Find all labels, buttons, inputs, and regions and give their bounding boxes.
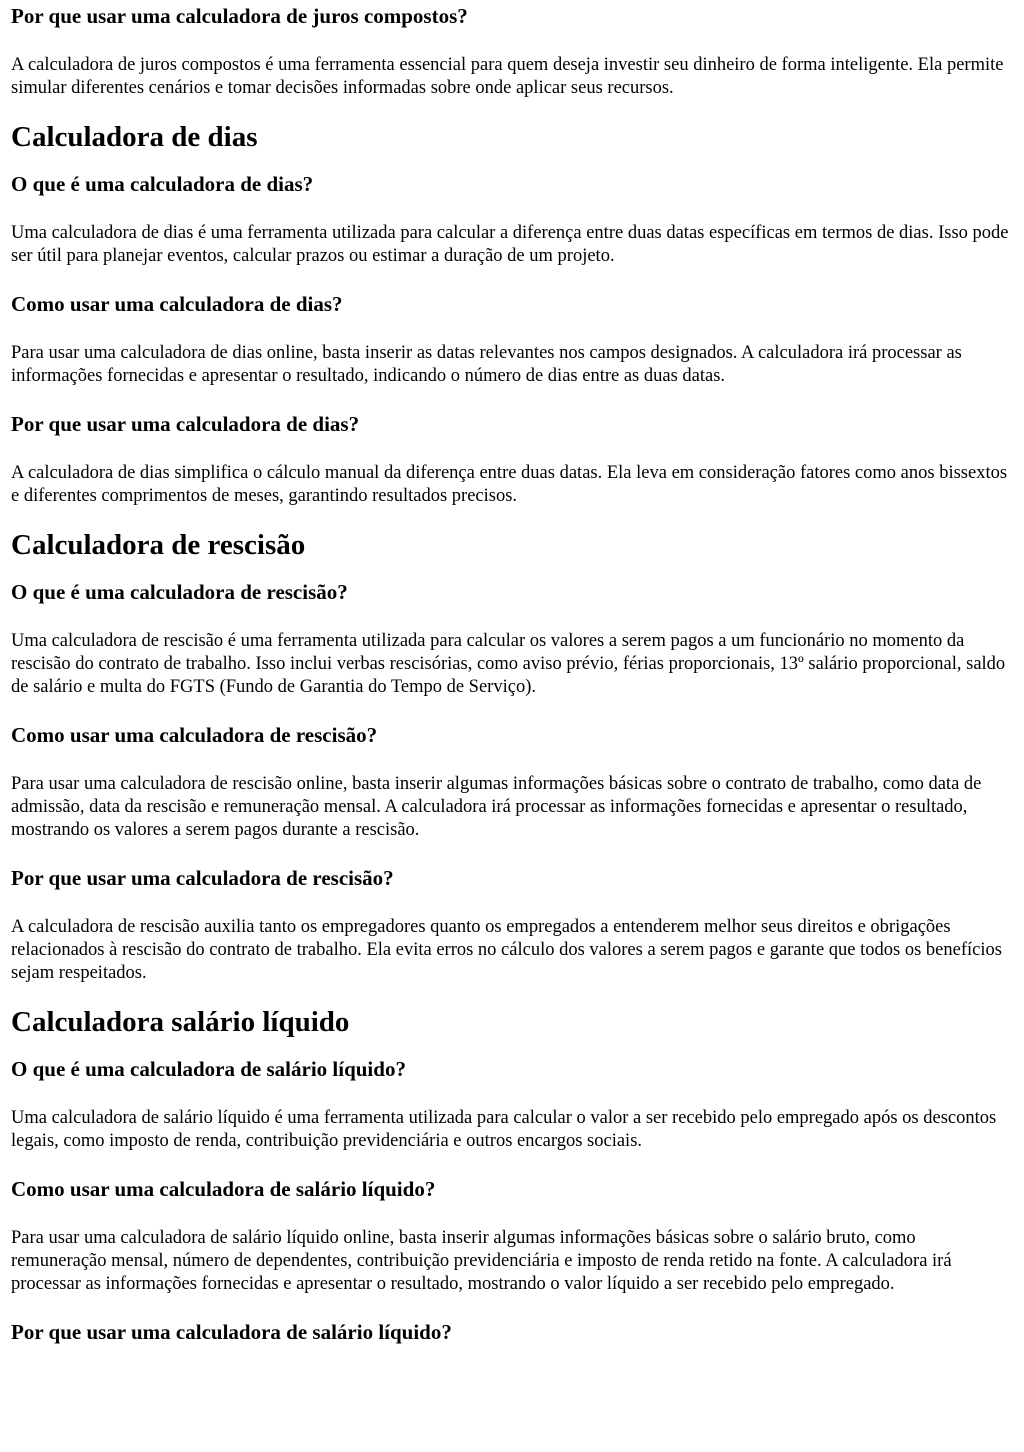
subheading-juros-por-que: Por que usar uma calculadora de juros compostos?: [11, 4, 468, 28]
paragraph-dias-por-que: A calculadora de dias simplifica o cálculo manual da diferença entre duas datas. Ela leva em consideração fatores como anos bissextos e diferentes comprimentos de meses, garantindo resultados precisos.: [11, 463, 1008, 506]
article-content: [0, 4, 1024, 1344]
subheading-dias-o-que: O que é uma calculadora de dias?: [11, 172, 314, 196]
paragraph-juros-por-que: A calculadora de juros compostos é uma ferramenta essencial para quem deseja investir seu dinheiro de forma inteligente. Ela permite simular diferentes cenários e tomar decisões informadas sobre onde aplicar seus recursos.: [11, 55, 1004, 98]
paragraph-salario-o-que: Uma calculadora de salário líquido é uma ferramenta utilizada para calcular o valor a ser recebido pelo empregado após os descontos legais, como imposto de renda, contribuição previdenciária e outros encargos sociais.: [11, 1108, 997, 1151]
subheading-rescisao-o-que: O que é uma calculadora de rescisão?: [11, 580, 348, 604]
heading-calculadora-salario-liquido: Calculadora salário líquido: [11, 1006, 350, 1038]
subheading-rescisao-por-que: Por que usar uma calculadora de rescisão?: [11, 866, 394, 890]
subheading-salario-como: Como usar uma calculadora de salário líquido?: [11, 1177, 436, 1201]
paragraph-salario-como: Para usar uma calculadora de salário líquido online, basta inserir algumas informações básicas sobre o salário bruto, como remuneração mensal, número de dependentes, contribuição previdenciária e imposto de renda retido na fonte. A calculadora irá processar as informações fornecidas e apresentar o resultado, mostrando o valor líquido a ser recebido pelo empregado.: [11, 1228, 952, 1294]
paragraph-rescisao-como: Para usar uma calculadora de rescisão online, basta inserir algumas informações básicas sobre o contrato de trabalho, como data de admissão, data da rescisão e remuneração mensal. A calculadora irá processar as informações fornecidas e apresentar o resultado, mostrando os valores a serem pagos durante a rescisão.: [11, 774, 982, 840]
heading-calculadora-dias: Calculadora de dias: [11, 121, 258, 153]
subheading-dias-como: Como usar uma calculadora de dias?: [11, 292, 343, 316]
paragraph-rescisao-por-que: A calculadora de rescisão auxilia tanto os empregadores quanto os empregados a entenderem melhor seus direitos e obrigações relacionados à rescisão do contrato de trabalho. Ela evita erros no cálculo dos valores a serem pagos e garante que todos os benefícios sejam respeitados.: [11, 917, 1002, 983]
subheading-salario-o-que: O que é uma calculadora de salário líquido?: [11, 1057, 406, 1081]
paragraph-dias-como: Para usar uma calculadora de dias online, basta inserir as datas relevantes nos campos designados. A calculadora irá processar as informações fornecidas e apresentar o resultado, indicando o número de dias entre as duas datas.: [11, 343, 962, 386]
heading-calculadora-rescisao: Calculadora de rescisão: [11, 529, 306, 561]
paragraph-dias-o-que: Uma calculadora de dias é uma ferramenta utilizada para calcular a diferença entre duas datas específicas em termos de dias. Isso pode ser útil para planejar eventos, calcular prazos ou estimar a duração de um projeto.: [11, 223, 1009, 266]
paragraph-rescisao-o-que: Uma calculadora de rescisão é uma ferramenta utilizada para calcular os valores a serem pagos a um funcionário no momento da rescisão do contrato de trabalho. Isso inclui verbas rescisórias, como aviso prévio, férias proporcionais, 13º salário proporcional, saldo de salário e multa do FGTS (Fundo de Garantia do Tempo de Serviço).: [11, 631, 1006, 697]
subheading-rescisao-como: Como usar uma calculadora de rescisão?: [11, 723, 378, 747]
subheading-salario-por-que: Por que usar uma calculadora de salário líquido?: [11, 1320, 452, 1344]
subheading-dias-por-que: Por que usar uma calculadora de dias?: [11, 412, 360, 436]
